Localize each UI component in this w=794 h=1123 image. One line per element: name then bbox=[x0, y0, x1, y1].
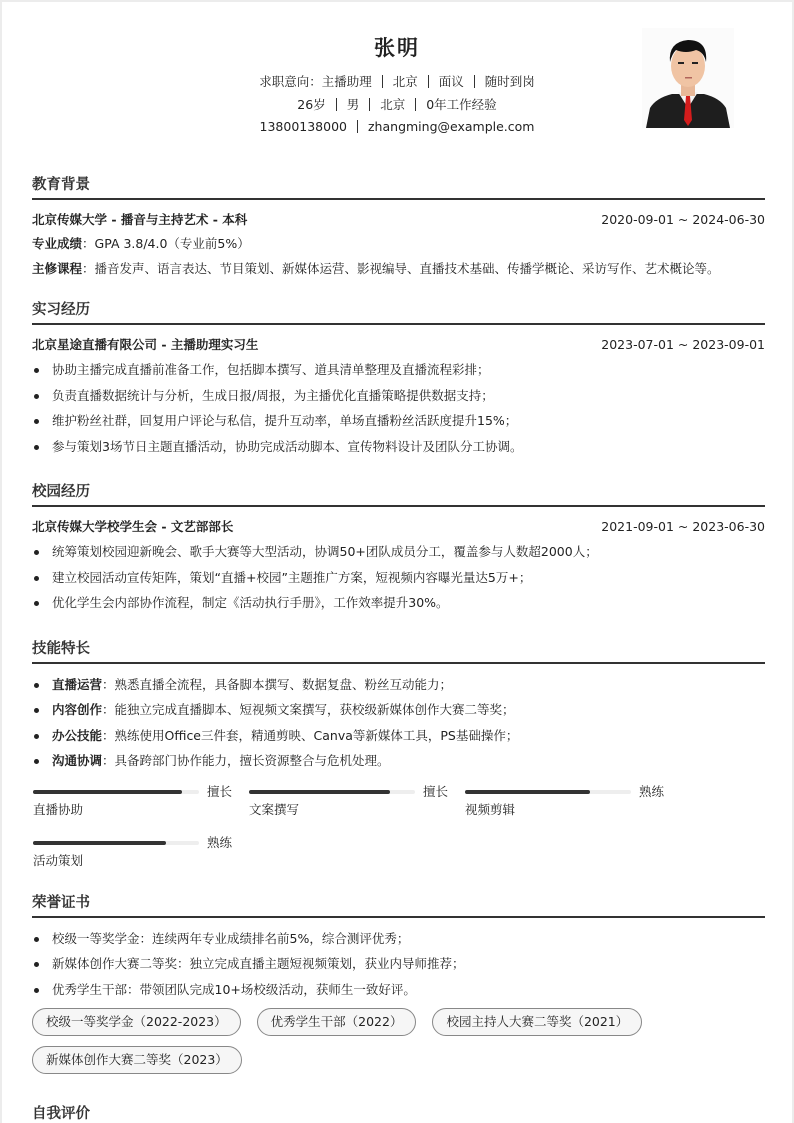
experience-years: 0年工作经验 bbox=[426, 97, 497, 112]
avatar bbox=[642, 28, 734, 128]
section-title: 教育背景 bbox=[32, 177, 90, 193]
job-intent: 求职意向：主播助理 bbox=[259, 74, 372, 89]
section-title: 荣誉证书 bbox=[32, 895, 90, 911]
section-title: 实习经历 bbox=[32, 302, 90, 318]
divider bbox=[428, 75, 429, 88]
company-role: 北京星途直播有限公司 - 主播助理实习生 bbox=[32, 336, 259, 352]
skill-name: 直播协助 bbox=[33, 801, 84, 817]
list-item bbox=[32, 723, 765, 749]
skill-label: 直播运营 bbox=[52, 676, 103, 692]
skill-bar-fill bbox=[33, 841, 166, 845]
divider bbox=[369, 98, 370, 111]
school-degree: 北京传媒大学 - 播音与主持艺术 - 本科 bbox=[32, 211, 248, 227]
intent-city: 北京 bbox=[392, 74, 418, 89]
honor-tag: 优秀学生干部（2022） bbox=[257, 1008, 417, 1036]
internship-section bbox=[32, 299, 765, 459]
skill-level: 熟练 bbox=[207, 834, 233, 850]
courses-value: ：播音发声、语言表达、节目策划、新媒体运营、影视编导、直播技术基础、传播学概论、采访写作、艺术概论等。 bbox=[82, 260, 720, 276]
skill-label: 沟通协调 bbox=[52, 753, 103, 768]
skill-bars bbox=[32, 776, 765, 868]
skill-bar-track bbox=[249, 790, 415, 794]
campus-section bbox=[32, 481, 765, 616]
honor-tag: 新媒体创作大赛二等奖（2023） bbox=[32, 1046, 242, 1074]
internship-entry-header bbox=[32, 333, 765, 358]
list-item: 维护粉丝社群，回复用户评论与私信，提升互动率，单场直播粉丝活跃度提升15%； bbox=[32, 408, 765, 434]
skill-name: 视频剪辑 bbox=[465, 801, 516, 817]
skill-bar bbox=[465, 782, 675, 822]
skill-level: 擅长 bbox=[423, 783, 449, 799]
list-item: 优化学生会内部协作流程，制定《活动执行手册》，工作效率提升30%。 bbox=[32, 590, 765, 616]
divider bbox=[415, 98, 416, 111]
divider bbox=[382, 75, 383, 88]
skill-bar-track bbox=[465, 790, 631, 794]
gender: 男 bbox=[346, 97, 360, 112]
skill-name: 文案撰写 bbox=[249, 801, 300, 817]
list-item: 校级一等奖学金：连续两年专业成绩排名前5%，综合测评优秀； bbox=[32, 926, 765, 952]
email: zhangming@example.com bbox=[368, 119, 535, 134]
list-item: 协助主播完成直播前准备工作，包括脚本撰写、道具清单整理及直播流程彩排； bbox=[32, 357, 765, 383]
list-item: 统筹策划校园迎新晚会、歌手大赛等大型活动，协调50+团队成员分工，覆盖参与人数超2000人； bbox=[32, 539, 765, 565]
education-section bbox=[32, 174, 765, 281]
skill-level: 熟练 bbox=[639, 783, 665, 799]
list-item: 优秀学生干部：带领团队完成10+场校级活动，获师生一致好评。 bbox=[32, 977, 765, 1003]
list-item bbox=[32, 697, 765, 723]
organization-role: 北京传媒大学校学生会 - 文艺部部长 bbox=[32, 518, 234, 534]
skill-bar bbox=[33, 833, 243, 873]
campus-date: 2021-09-01 ~ 2023-06-30 bbox=[601, 518, 765, 534]
skill-bar-track bbox=[33, 841, 199, 845]
list-item: 负责直播数据统计与分析，生成日报/周报，为主播优化直播策略提供数据支持； bbox=[32, 383, 765, 409]
list-item: 新媒体创作大赛二等奖：独立完成直播主题短视频策划，获业内导师推荐； bbox=[32, 951, 765, 977]
campus-entry-header bbox=[32, 515, 765, 540]
list-item bbox=[32, 672, 765, 698]
skill-text: ：具备跨部门协作能力，擅长资源整合与危机处理。 bbox=[102, 753, 390, 768]
skill-text: ：熟练使用Office三件套，精通剪映、Canva等新媒体工具，PS基础操作； bbox=[102, 727, 519, 743]
skill-bar bbox=[33, 782, 243, 822]
internship-date: 2023-07-01 ~ 2023-09-01 bbox=[601, 336, 765, 352]
divider bbox=[357, 120, 358, 133]
skill-name: 活动策划 bbox=[33, 852, 84, 868]
skill-label: 内容创作 bbox=[52, 702, 103, 717]
gpa-row bbox=[32, 232, 765, 257]
skill-bar-track bbox=[33, 790, 199, 794]
education-entry-header bbox=[32, 208, 765, 233]
list-item: 建立校园活动宣传矩阵，策划“直播+校园”主题推广方案，短视频内容曝光量达5万+； bbox=[32, 565, 765, 591]
gpa-value: ：GPA 3.8/4.0（专业前5%） bbox=[82, 236, 250, 251]
candidate-name: 张明 bbox=[374, 36, 420, 60]
skill-bar-fill bbox=[249, 790, 390, 794]
avatar-illustration-icon bbox=[642, 28, 734, 128]
resume-header bbox=[2, 2, 792, 162]
courses-label: 主修课程 bbox=[32, 260, 83, 276]
skill-bar-fill bbox=[33, 790, 182, 794]
courses-row bbox=[32, 257, 765, 282]
honor-tag: 校级一等奖学金（2022-2023） bbox=[32, 1008, 241, 1036]
skill-level: 擅长 bbox=[207, 783, 233, 799]
location: 北京 bbox=[380, 97, 406, 112]
intent-salary: 面议 bbox=[438, 74, 464, 89]
skills-section bbox=[32, 638, 765, 868]
section-title: 技能特长 bbox=[32, 641, 90, 657]
age: 26岁 bbox=[297, 97, 326, 112]
gpa-label: 专业成绩 bbox=[32, 236, 83, 251]
honor-tag: 校园主持人大赛二等奖（2021） bbox=[432, 1008, 642, 1036]
list-item bbox=[32, 748, 765, 774]
divider bbox=[336, 98, 337, 111]
skill-label: 办公技能 bbox=[52, 727, 103, 743]
skill-text: ：熟悉直播全流程，具备脚本撰写、数据复盘、粉丝互动能力； bbox=[102, 676, 453, 692]
phone: 13800138000 bbox=[259, 119, 347, 134]
self-evaluation-section bbox=[32, 1103, 765, 1123]
section-title: 校园经历 bbox=[32, 484, 90, 500]
education-date: 2020-09-01 ~ 2024-06-30 bbox=[601, 211, 765, 227]
skill-bar-fill bbox=[465, 790, 590, 794]
intent-availability: 随时到岗 bbox=[484, 74, 535, 89]
skill-text: ：能独立完成直播脚本、短视频文案撰写，获校级新媒体创作大赛二等奖； bbox=[102, 702, 515, 717]
honor-tags bbox=[32, 1008, 732, 1074]
divider bbox=[474, 75, 475, 88]
list-item: 参与策划3场节日主题直播活动，协助完成活动脚本、宣传物料设计及团队分工协调。 bbox=[32, 434, 765, 460]
skill-bar bbox=[249, 782, 459, 822]
section-title: 自我评价 bbox=[32, 1106, 90, 1122]
honors-section bbox=[32, 892, 765, 1074]
